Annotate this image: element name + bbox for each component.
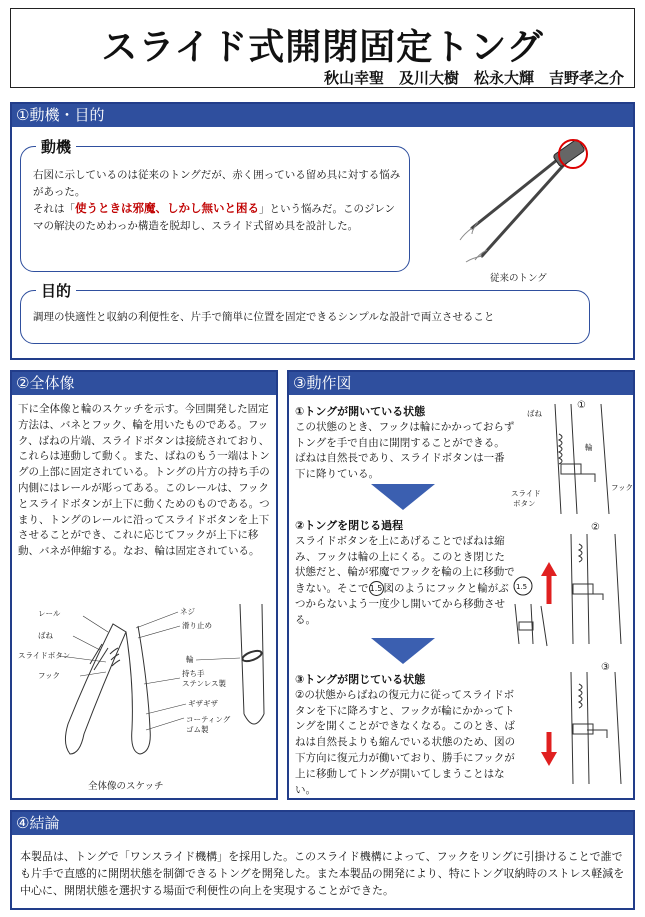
conventional-tong-image [442,136,622,276]
motive-box [20,146,410,272]
section-overview [10,370,278,800]
step1-title: ①トングが開いている状態 [295,405,426,418]
page-title: スライド式開閉固定トング [101,27,544,68]
fig-num-1: ① [577,400,586,411]
step3-text: ②の状態からばねの復元力に従ってスライドボタンを下に降ろすと、フックが輪にかかってトングを開くことができなくなる。このとき、ばねは自然長よりも縮んでいる状態のため、図の下方向に復元力が働いており、勝手にフックが上に移動してトングが開いてしまうことはない。 [295,688,516,796]
overview-text: 下に全体像と輪のスケッチを示す。今回開発した固定方法は、バネとフック、輪を用いたものである。フック、ばねの片端、スライドボタンは接続されており、これらは連動して動く。また、ばねのもう一端はトングの上部に固定されている。トングの片方の持ち手の内側にはレールが彫ってある。このレールは、フックとスライドボタンが上下に動くためのものである。つまり、トングのレールに沿ってスライドボタンを上下させることができ、これに応じてフックが上下に移動、バネが伸縮する。なお、輪は固定されている。 [18,403,270,558]
motive-text: 右図に示しているのは従来のトングだが、赤く囲っている留め具に対する悩みがあった。 それは「使うときは邪魔、しかし無いと困る」という悩みだ。このジレンマの解決のためわっか構造を脱却し、スライド式留め具を設計した。 [33,169,401,232]
section-heading: ②全体像 [12,372,276,395]
step1-text: この状態のとき、フックは輪にかかっておらずトングを手で自由に開閉することができる。ばねは自然長であり、スライドボタンは一番下に降りている。 [295,420,515,481]
section-heading: ①動機・目的 [12,104,633,127]
ref-circle: 1.5 [369,581,384,596]
fig-label-ring: 輪 [585,443,593,452]
label-handle-1: 持ち手 [182,669,205,678]
label-stopper: 滑り止め [182,621,212,630]
motive-label: 動機 [36,136,76,157]
down-arrow-1 [371,484,435,510]
section-operation [287,370,635,800]
highlight-text: 使うときは邪魔、しかし無いと困る [75,201,259,215]
label-slide-button: スライドボタン [18,651,71,660]
label-coating-2: ゴム製 [186,725,209,734]
label-hook: フック [38,671,60,680]
fig-label-slide-2: ボタン [513,499,536,508]
label-ring: 輪 [186,655,194,664]
label-screw: ネジ [180,607,195,616]
label-spring: ばね [38,631,53,640]
conclusion-text: 本製品は、トングで「ワンスライド機構」を採用した。このスライド機構によって、フックをリングに引掛けることで誰でも片手で直感的に開閉状態を制御できるトングを開発した。また本製品の開発により、特にトング収納時のストレス軽減を中心に、開閉状態を選択する場面で利便性の向上を実現することができた。 [20,850,625,897]
purpose-label: 目的 [36,280,76,301]
fig-num-2: ② [591,522,600,533]
step3-title: ③トングが閉じている状態 [295,673,426,686]
label-coating-1: コーティング [186,715,231,724]
fig-label-spring: ばね [527,409,542,418]
overall-sketch [18,604,274,774]
label-handle-2: ステンレス製 [182,679,227,688]
fig-num-3: ③ [601,662,610,673]
image-caption: 従来のトング [490,273,547,284]
step2-title: ②トングを閉じる過程 [295,519,404,532]
step2 [295,518,515,629]
step2-text: スライドボタンを上にあげることでばねは縮み、フックは輪の上にくる。このとき閉じた状態だと、輪が邪魔でフックを輪の上に移動できない。そこで1.5図のようにフックと輪がぶつからないよう一度少し開いてから移動させる。 [295,534,515,627]
step1 [295,404,515,483]
section-heading: ③動作図 [289,372,633,395]
purpose-box [20,290,590,344]
step3 [295,672,523,798]
title-box [10,8,635,88]
label-rail: レール [38,609,61,618]
down-arrow-2 [371,638,435,664]
mechanism-figures [511,394,633,794]
section-motivation [10,102,635,360]
fig-label-hook: フック [611,483,633,492]
purpose-text: 調理の快適性と収納の利便性を、片手で簡単に位置を固定できるシンプルな設計で両立させること [33,311,495,323]
section-heading: ④結論 [12,812,633,835]
label-serration: ギザギザ [188,699,218,708]
fig-ref-15: 1.5 [516,583,528,591]
fig-label-slide-1: スライド [511,489,541,498]
section-conclusion [10,810,635,910]
sketch-caption: 全体像のスケッチ [88,781,164,792]
authors: 秋山幸聖 及川大樹 松永大輝 吉野孝之介 [323,69,624,87]
